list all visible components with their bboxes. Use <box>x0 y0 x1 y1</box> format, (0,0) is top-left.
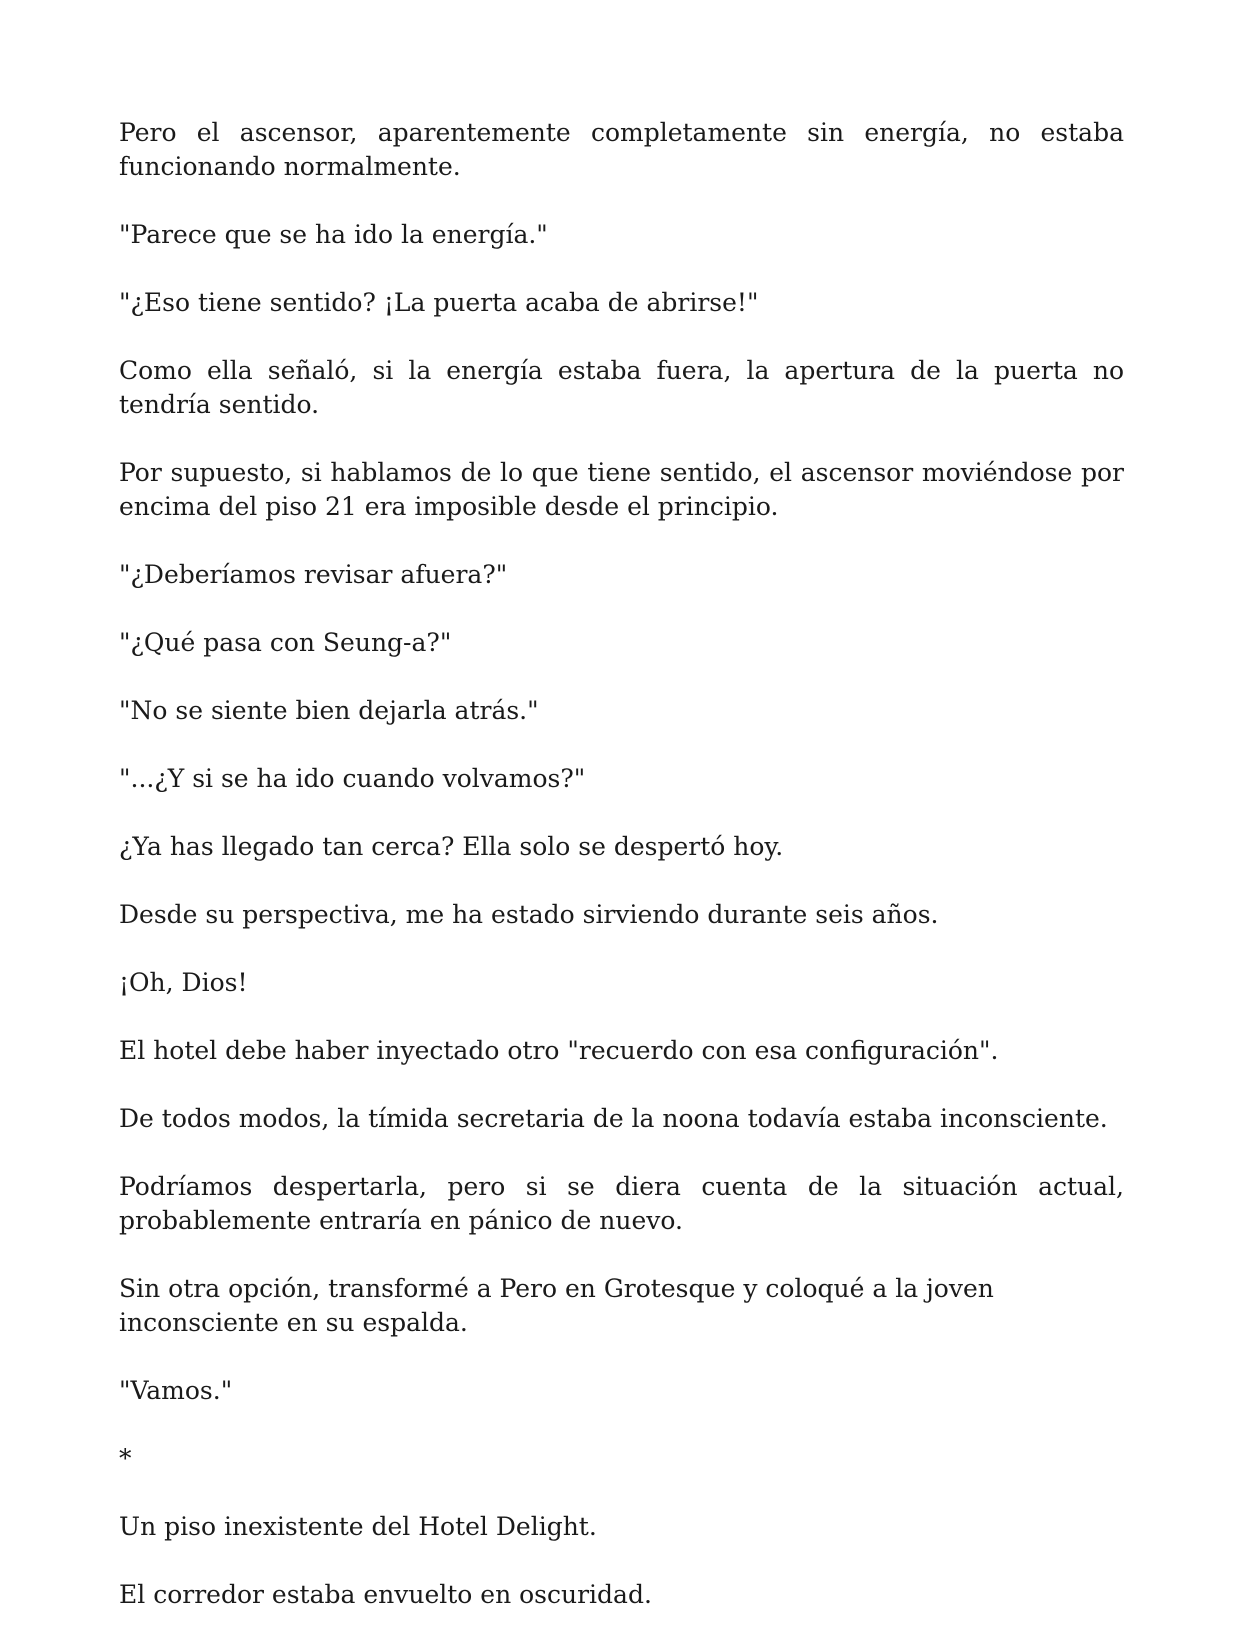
document-body <box>119 116 1124 1646</box>
paragraph: Como ella señaló, si la energía estaba fuera, la apertura de la puerta no tendría sentido. <box>119 356 1124 419</box>
paragraph: El hotel debe haber inyectado otro "recuerdo con esa configuración". <box>119 1036 999 1065</box>
dialogue-line: "Vamos." <box>119 1376 233 1405</box>
paragraph: Sin otra opción, transformé a Pero en Grotesque y coloqué a la joven inconsciente en su espalda. <box>119 1274 994 1337</box>
paragraph: El corredor estaba envuelto en oscuridad. <box>119 1580 652 1609</box>
paragraph: Por supuesto, si hablamos de lo que tiene sentido, el ascensor moviéndose por encima del piso 21 era imposible desde el principio. <box>119 458 1124 521</box>
dialogue-line: "...¿Y si se ha ido cuando volvamos?" <box>119 764 586 793</box>
dialogue-line: "Parece que se ha ido la energía." <box>119 220 548 249</box>
dialogue-line: "¿Qué pasa con Seung-a?" <box>119 628 452 657</box>
dialogue-line: "¿Deberíamos revisar afuera?" <box>119 560 508 589</box>
scene-break: * <box>119 1444 132 1473</box>
paragraph: Podríamos despertarla, pero si se diera cuenta de la situación actual, probablemente entraría en pánico de nuevo. <box>119 1172 1124 1235</box>
dialogue-line: "¿Eso tiene sentido? ¡La puerta acaba de abrirse!" <box>119 288 759 317</box>
paragraph: Desde su perspectiva, me ha estado sirviendo durante seis años. <box>119 900 939 929</box>
paragraph: Pero el ascensor, aparentemente completamente sin energía, no estaba funcionando normalmente. <box>119 118 1124 181</box>
dialogue-line: "No se siente bien dejarla atrás." <box>119 696 539 725</box>
paragraph: Un piso inexistente del Hotel Delight. <box>119 1512 597 1541</box>
paragraph: ¿Ya has llegado tan cerca? Ella solo se despertó hoy. <box>119 832 784 861</box>
paragraph: ¡Oh, Dios! <box>119 968 248 997</box>
paragraph: De todos modos, la tímida secretaria de la noona todavía estaba inconsciente. <box>119 1104 1108 1133</box>
